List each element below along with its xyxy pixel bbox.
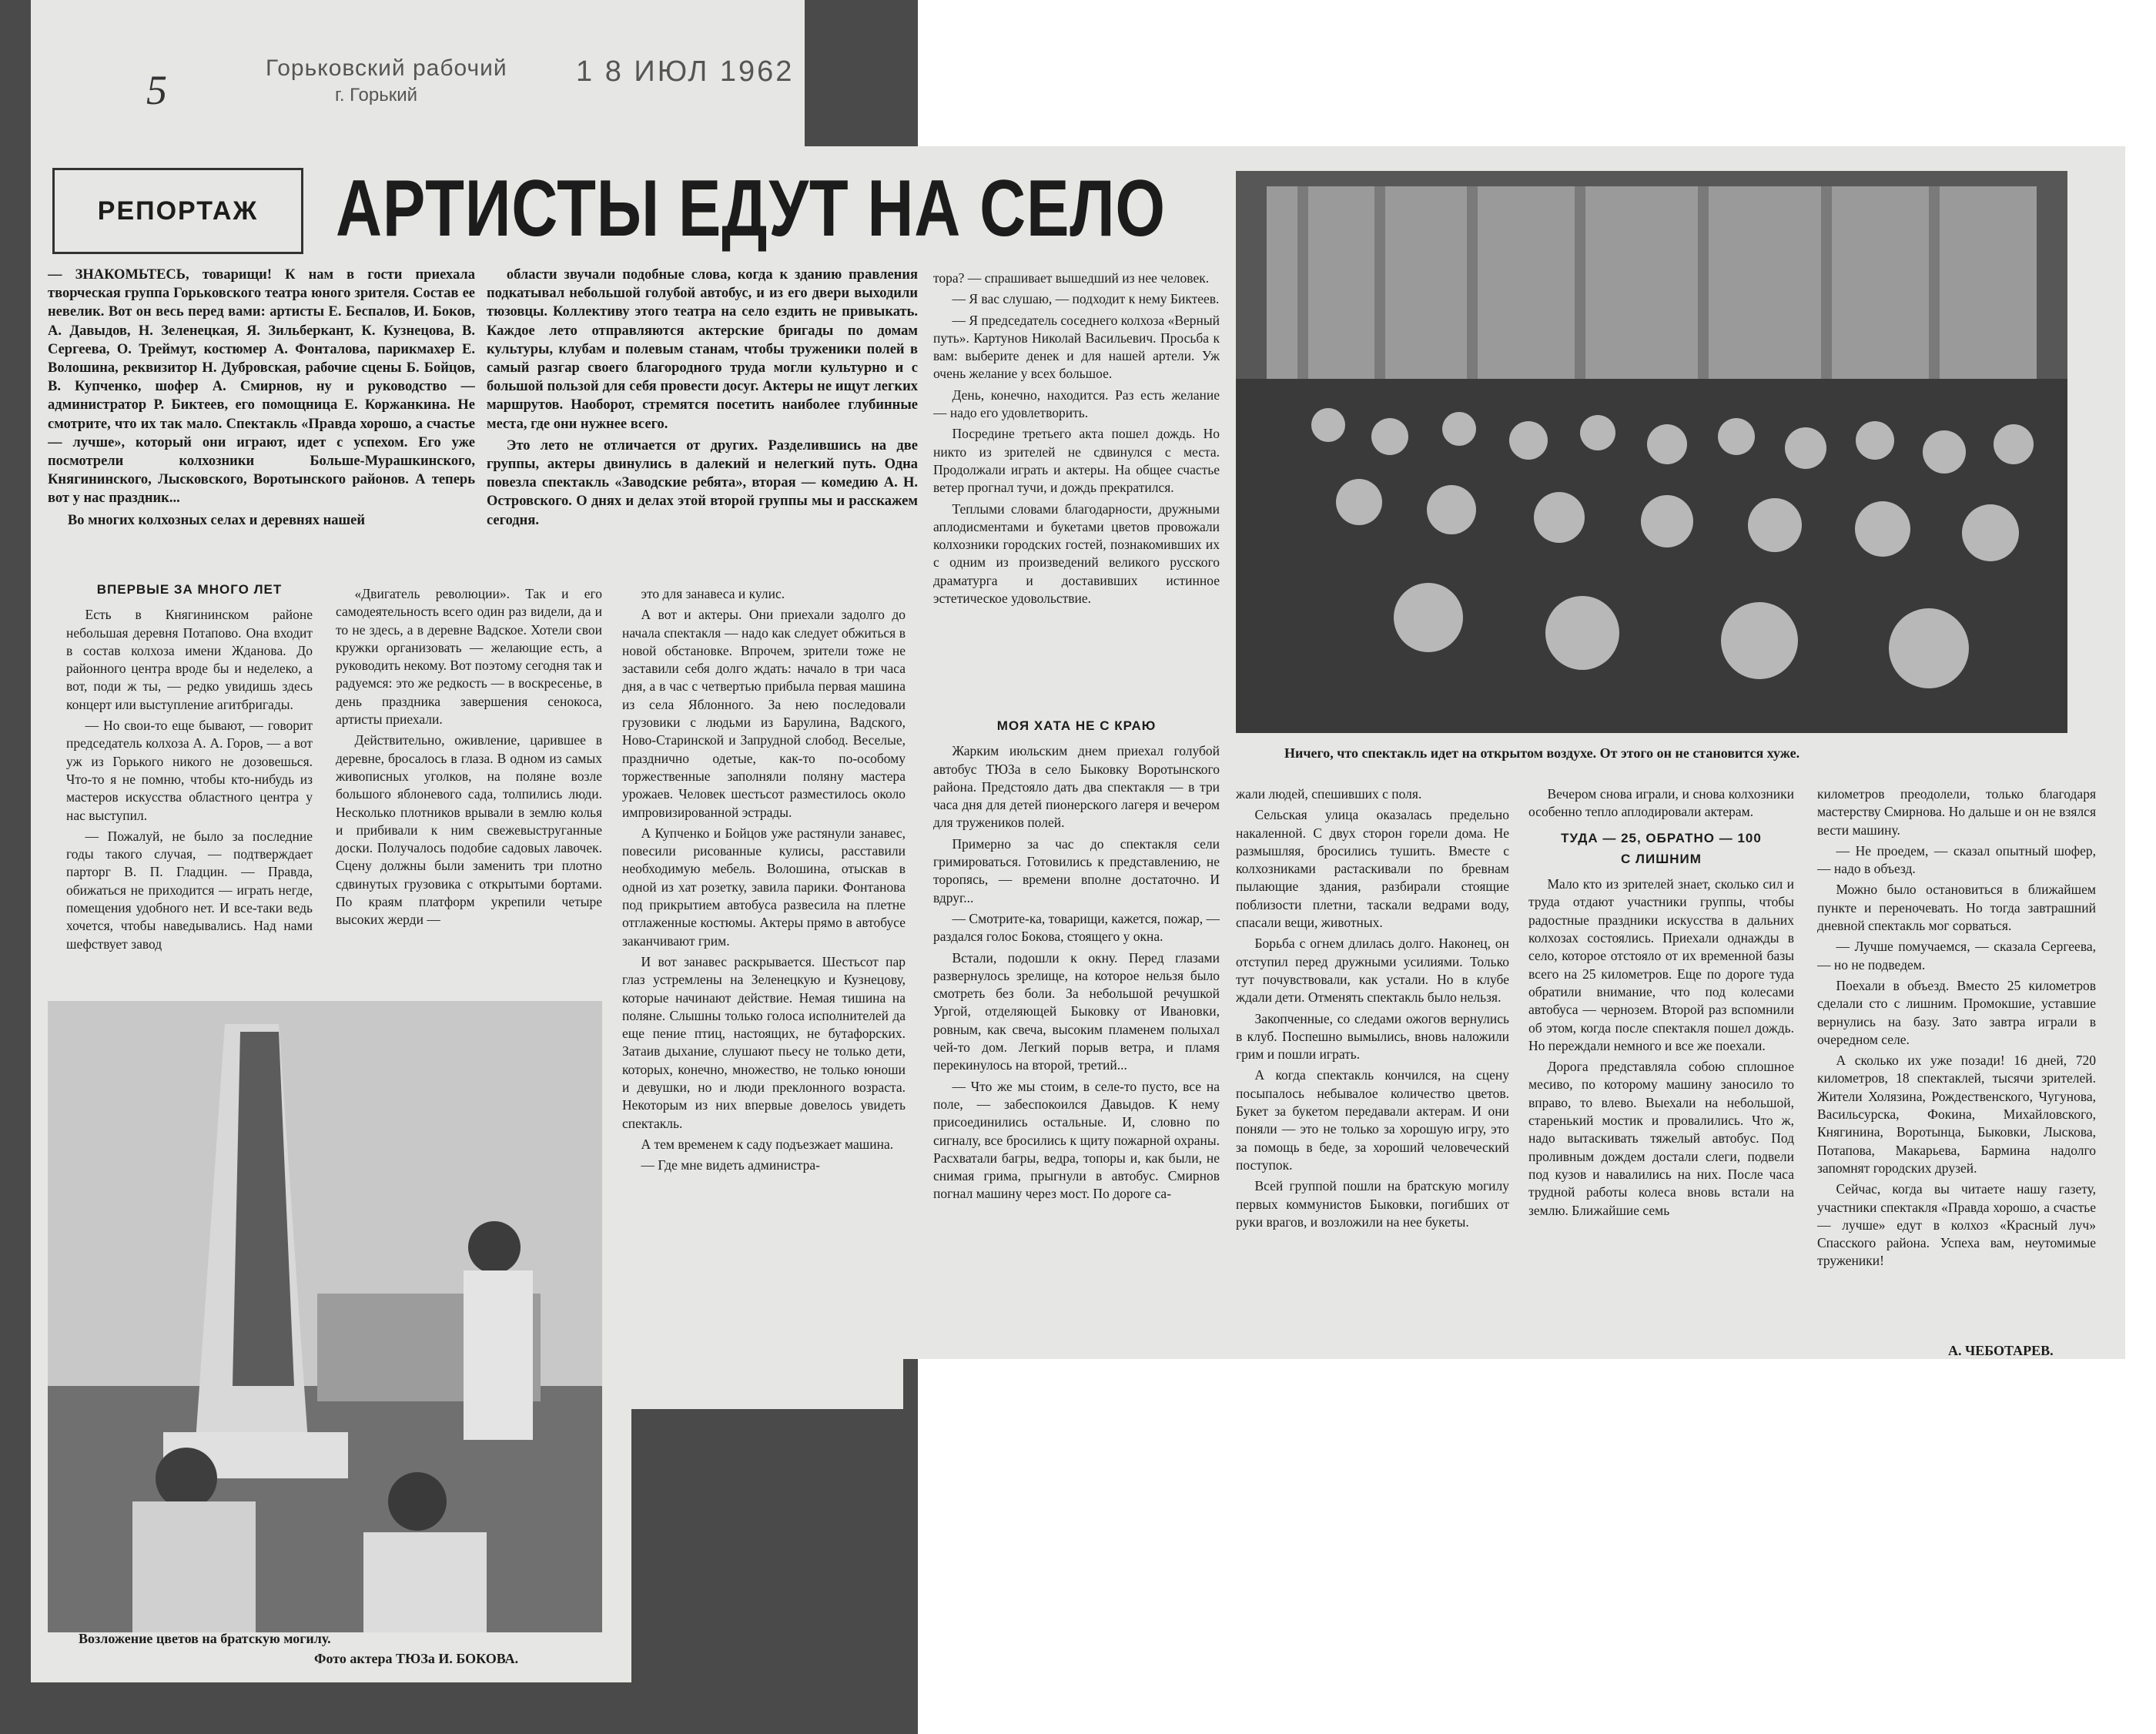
handwritten-number: 5: [146, 67, 167, 113]
article-paragraph: Дорога представляла собою сплошное месиво, по которому машину заносило то вправо, то влево. Выехали на небольшой, старенький мостик и провалились. Что ж, надо вытаскивать тяжелый автобус. Под проливным дождем достали слеги, подвели под кузов и навалились на них. После часа трудной работы колеса вновь встали на землю. Ближайшие семь: [1528, 1059, 1794, 1218]
section-title: ТУДА — 25, ОБРАТНО — 100: [1561, 830, 1762, 845]
article-paragraph: — Пожалуй, не было за последние годы такого случая, — подтверждает парторг В. П. Гладцин. — Правда, обижаться не приходится — играть негде, помещения удобного нет. И все-таки ведь хочется, чтобы наведывались. Над нами шефствует завод: [66, 828, 313, 952]
section1-column-4: [933, 269, 1220, 707]
article-paragraph: — Я председатель соседнего колхоза «Верный путь». Картунов Николай Васильевич. Просьба к вам: выберите денек и для нашей артели. Уж очень желание у всех большое.: [933, 312, 1220, 382]
photo-open-air-performance: [1236, 171, 2067, 733]
article-paragraph: — Смотрите-ка, товарищи, кажется, пожар, — раздался голос Бокова, стоящего у окна.: [933, 910, 1220, 945]
article-paragraph: Есть в Княгининском районе небольшая деревня Потапово. Она входит в состав колхоза имени Жданова. До районного центра вроде бы и неделеко, а вот, поди ж ты, — редко увидишь здесь концерт или выступление агитбригады.: [66, 607, 313, 712]
article-paragraph: «Двигатель революции». Так и его самодеятельность всего один раз видели, да и то не здесь, а в деревне Вадское. Хотели свои кружки организовать — желающие есть, а руководить некому. Вот поэтому сегодня так и радуемся: это же редкость — в воскресенье, в день праздника завершения сенокоса, артисты приехали.: [336, 586, 602, 728]
photo-caption-stage: Ничего, что спектакль идет на открытом воздухе. От этого он не становится хуже.: [1284, 745, 1800, 761]
article-paragraph: Примерно за час до спектакля сели гримироваться. Готовились к представлению, не торопясь, — времени вполне достаточно. И вдруг...: [933, 835, 1220, 905]
article-paragraph: День, конечно, находится. Раз есть желание — надо его удовлетворить.: [933, 387, 1220, 421]
article-paragraph: Сейчас, когда вы читаете нашу газету, участники спектакля «Правда хорошо, а счастье — лучше» едут в колхоз «Красный луч» Спасского района. Успеха вам, неутомимые труженики!: [1817, 1181, 2096, 1269]
stamp-date: 1 8 ИЮЛ 1962: [576, 55, 795, 88]
article-paragraph: Борьба с огнем длилась долго. Наконец, он отступил перед дружными усилиями. Только тут почувствовали, как устали. Но в клубе ждали дети. Отменять спектакль было нельзя.: [1236, 936, 1509, 1006]
rubric-label: РЕПОРТАЖ: [52, 168, 303, 254]
article-paragraph: Сельская улица оказалась предельно накаленной. С двух сторон горели дома. Не размышляя, бросились тушить. Вместе с колхозниками растаскивали по бревнам пылающие здания, разбирали стоящие поблизости плетни, таскали ведрами воду, спасали вещи, животных.: [1236, 807, 1509, 931]
article-paragraph: Мало кто из зрителей знает, сколько сил и труда отдают участники группы, чтобы радостные праздники искусства в дальних колхозах состоялись. Приехали однажды в село, которое отстояло от их временной базы всего на 25 километров. Еще по дороге туда обратили внимание, что под колесами автобуса — чернозем. Второй раз вспомнили об этом, когда после спектакля пошел дождь. Но переждали немного и все же поехали.: [1528, 876, 1794, 1053]
article-paragraph: километров преодолели, только благодаря мастерству Смирнова. Но дальше и он не взялся вести машину.: [1817, 786, 2096, 838]
article-paragraph: Теплыми словами благодарности, дружными аплодисментами и букетами цветов провожали колхозники городских гостей, познакомивших их с одним из произведений великого русского драматурга и доставивших истинное эстетическое удовольствие.: [933, 500, 1220, 607]
article-paragraph: — Но свои-то еще бывают, — говорит председатель колхоза А. А. Горов, — а вот уж из Горького никого не дозовешься. Что-то я не помню, чтобы кто-нибудь из мастеров искусства областного центра у нас выступил.: [66, 718, 313, 823]
lead-column-2: [487, 266, 918, 544]
section1-column-1: [66, 576, 313, 992]
section2-column-2: [1236, 785, 1509, 1324]
lead-paragraph: Это лето не отличается от других. Разделившись на две группы, актеры двинулись в далекий и нелегкий путь. Одна повезла спектакль «Заводские ребята», вторая — комедию А. Н. Островского. О днях и делах этой второй группы мы и расскажем сегодня.: [487, 437, 918, 528]
article-paragraph: А тем временем к саду подъезжает машина.: [641, 1136, 894, 1152]
article-paragraph: А вот и актеры. Они приехали задолго до начала спектакля — надо как следует обжиться в новой обстановке. Впрочем, зрители тоже не заставили себя долго ждать: начало в три часа дня, а в час с четвертью прибыла первая машина из села Яблонного. За нею последовали грузовики с людьми из Барулина, Вадского, Ново-Старинской и Запрудной слобод. Веселые, празднично одетые, как-то по-особому торжественные заполняли поляну мастера урожаев. Человек шестьсот разместилось около импровизированной эстрады.: [622, 607, 906, 820]
article-paragraph: Жарким июльским днем приехал голубой автобус ТЮЗа в село Быковку Воротынского района. Предстояло дать два спектакля — в три часа дня для детей пионерского лагеря и вечером для тружеников полей.: [933, 743, 1220, 831]
article-paragraph: жали людей, спешивших с поля.: [1236, 786, 1422, 802]
photo-monument-image: [48, 1001, 602, 1632]
section-title-line2: С ЛИШНИМ: [1621, 851, 1702, 866]
lead-paragraph-end: Во многих колхозных селах и деревнях нашей: [67, 512, 365, 528]
article-paragraph: Встали, подошли к окну. Перед глазами развернулось зрелище, на которое нельзя было смотреть без боли. За небольшой речушкой Ургой, отделяющей Быковку от Ивановки, ровным, как свеча, высоким пламенем полыхал чей-то дом. Легкий порыв ветра, и пламя перекинулось на второй, третий...: [933, 949, 1220, 1073]
lead-paragraph: области звучали подобные слова, когда к зданию правления подкатывал небольшой голубой автобус, и из его двери выходили тюзовцы. Коллективу этого театра на село ездить не привыкать. Каждое лето отправляются актерские бригады по домам культуры, клубам и полевым станам, чтобы труженики полей в самый разгар своего благородного труда могли культурно и с большой пользой для себя провести досуг. Актеры не ищут легких маршрутов. Наоборот, стремятся посетить наиболее глубинные места, где они нужнее всего.: [487, 267, 918, 432]
article-paragraph: Действительно, оживление, царившее в деревне, бросалось в глаза. В одном из самых живописных уголков, на поляне возле большого яблоневого сада, толпились люди. Несколько плотников врывали в землю колья и прибивали к ним свежевыструганные доски. Получалось подобие садовых лавочек. Сцену должны были заменить три плотно сдвинутых грузовика с открытыми бортами. По краям платформ укрепили четыре высоких жерди —: [336, 732, 602, 928]
stamp-newspaper-name: Горьковский рабочий: [266, 55, 507, 81]
stamp-city: г. Горький: [335, 85, 418, 105]
article-paragraph: Можно было остановиться в ближайшем пункте и переночевать. Но тогда завтрашний дневной спектакль мог сорваться.: [1817, 882, 2096, 934]
author-signature: А. ЧЕБОТАРЕВ.: [1948, 1343, 2054, 1358]
section1-column-2: [336, 585, 602, 989]
article-paragraph: Поехали в объезд. Вместо 25 километров сделали сто с лишним. Промокшие, уставшие вернулись на базу. Зато завтра играли в очередном селе.: [1817, 977, 2096, 1047]
article-paragraph: тора? — спрашивает вышедший из нее человек.: [933, 270, 1210, 286]
article-paragraph: А когда спектакль кончился, на сцену посыпалось небывалое количество цветов. Букет за букетом передавали актерам. И они поняли — это не только за хорошую игру, это за помощь в беде, за хороший человеческий поступок.: [1236, 1067, 1509, 1173]
lead-paragraph: — ЗНАКОМЬТЕСЬ, товарищи! К нам в гости приехала творческая группа Горьковского театра юного зрителя. Состав ее невелик. Вот он весь перед вами: артисты Е. Беспалов, И. Боков, А. Давыдов, Н. Зеленецкая, Я. Зильберкант, К. Кузнецова, В. Сергеева, О. Треймут, костюмер А. Фонталова, парикмахер Е. Волошина, реквизитор Н. Дубровская, рабочие сцены Б. Бойцов, В. Купченко, шофер А. Смирнов, ну и руководство — администратор Р. Биктеев, его помощница Е. Коржанкина. Не смотрите, что их так мало. Спектакль «Правда хорошо, а счастье — лучше», который они играют, идет с успехом. Его уже посмотрели колхозники Большe-Мурашкинского, Княгининского, Лысковского, Воротынского районов. А теперь вот у нас праздник...: [48, 267, 475, 507]
article-paragraph: — Лучше помучаемся, — сказала Сергеева, — но не подведем.: [1817, 939, 2096, 972]
section-title: ВПЕРВЫЕ ЗА МНОГО ЛЕТ: [96, 582, 283, 597]
article-paragraph: — Что же мы стоим, в селе-то пусто, все на поле, — забеспокоился Давыдов. К нему присоединились остальные. И, словно по сигналу, все бросились к щиту пожарной охраны. Расхватали багры, ведра, топоры и, как были, не снимая грима, прыгнули в автобус. Смирнов погнал машину через мост. По дороге са-: [933, 1078, 1220, 1202]
article-paragraph: Закопченные, со следами ожогов вернулись в клуб. Поспешно вымылись, вновь наложили грим и пошли играть.: [1236, 1010, 1509, 1063]
article-paragraph: А Купченко и Бойцов уже растянули занавес, повесили рисованные кулисы, расставили необходимую мебель. Волошина, отыскав в одной из хат розетку, завила парики. Фонтанова под прикрытием автобуса развесила на плетне отглаженные костюмы. Актеры прямо в автобусе заканчивают грим.: [622, 825, 906, 949]
article-paragraph: И вот занавес раскрывается. Шестьсот пар глаз устремлены на Зеленецкую и Кузнецову, которые начинают действие. Немая тишина на поляне. Слышны только голоса исполнителей да еще пение птиц, настоящих, не бутафорских. Затаив дыхание, слушают пьесу не только дети, которых, конечно, множество, не только юноши и девушки, но и люди преклонного возраста. Некоторым из них впервые довелось увидеть спектакль.: [622, 953, 906, 1131]
article-paragraph: Вечером снова играли, и снова колхозники особенно тепло аплодировали актерам.: [1528, 786, 1794, 820]
photo-flowers-at-grave: [48, 1001, 602, 1632]
section2-column-1: [933, 712, 1220, 1328]
article-paragraph: это для занавеса и кулис.: [641, 586, 785, 601]
section3-column-1: [1528, 785, 1794, 1344]
lead-column-1: [48, 266, 475, 544]
article-paragraph: Посредине третьего акта пошел дождь. Но никто из зрителей не сдвинулся с места. Продолжали играть и актеры. На общее счастье ветер прогнал тучи, и дождь прекратился.: [933, 426, 1220, 496]
photo-caption-monument: Возложение цветов на братскую могилу.: [79, 1631, 331, 1646]
section3-column-2: [1817, 785, 2096, 1336]
article-paragraph: — Не проедем, — сказал опытный шофер, — надо в объезд.: [1817, 842, 2096, 877]
article-paragraph: А сколько их уже позади! 16 дней, 720 километров, 18 спектаклей, тысячи зрителей. Жители Холязина, Рождественского, Чугунова, Васильсурска, Фокина, Михайловского, Княгинина, Воротынца, Быковки, Лыскова, Потапова, Макарьева, Бармина надолго запомнят городских друзей.: [1817, 1053, 2096, 1176]
section-title: МОЯ ХАТА НЕ С КРАЮ: [996, 718, 1157, 733]
photo-stage-image: [1236, 171, 2067, 733]
photo-credit: Фото актера ТЮЗа И. БОКОВА.: [314, 1651, 519, 1666]
section1-column-3: [622, 585, 906, 1324]
headline: АРТИСТЫ ЕДУТ НА СЕЛО: [336, 164, 1166, 253]
article-paragraph: — Я вас слушаю, — подходит к нему Биктеев.: [952, 291, 1220, 307]
article-paragraph: — Где мне видеть администра-: [641, 1157, 820, 1173]
article-paragraph: Всей группой пошли на братскую могилу первых коммунистов Быковки, погибших от руки врагов, и возложили на нее букеты.: [1236, 1178, 1509, 1230]
